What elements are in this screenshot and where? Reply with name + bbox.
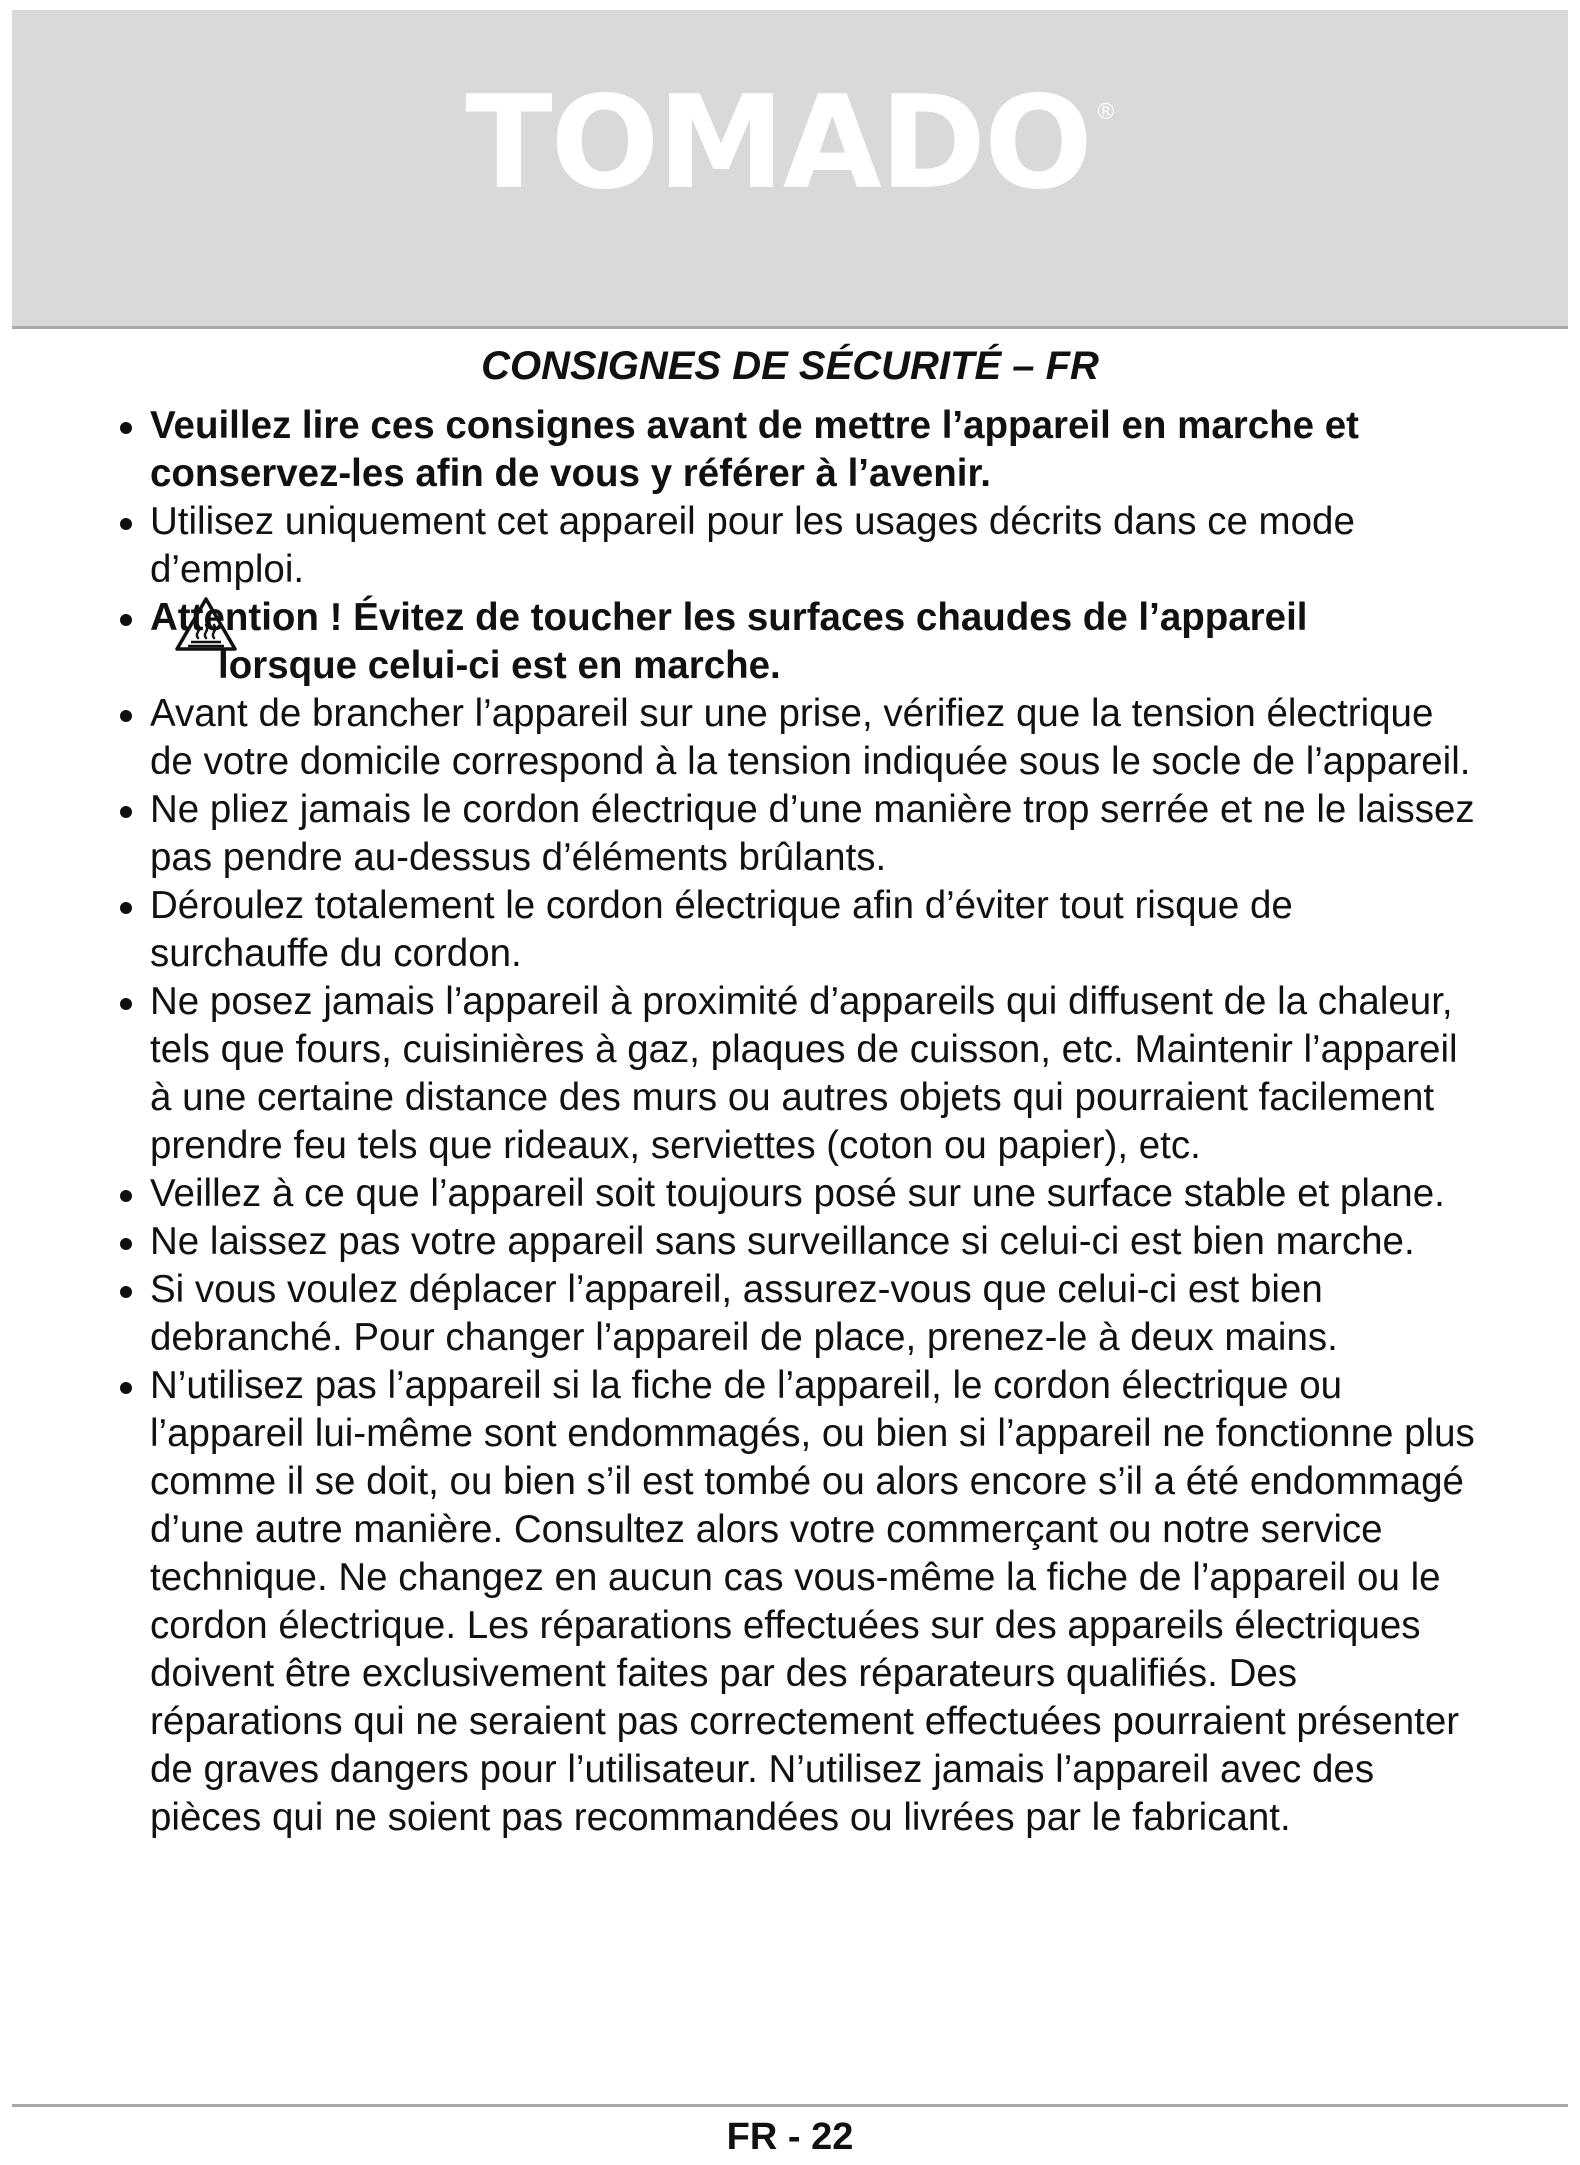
list-item: Veillez à ce que l’appareil soit toujours posé sur une surface stable et plane.	[118, 1170, 1478, 1218]
hot-surface-warning-icon	[174, 596, 238, 652]
list-item-warning	[118, 594, 1478, 690]
list-item: Déroulez totalement le cordon électrique afin d’éviter tout risque de surchauffe du cordon.	[118, 882, 1478, 978]
list-item: Ne pliez jamais le cordon électrique d’une manière trop serrée et ne le laissez pas pendre au-dessus d’éléments brûlants.	[118, 786, 1478, 882]
list-item: Si vous voulez déplacer l’appareil, assurez-vous que celui-ci est bien debranché. Pour changer l’appareil de place, prenez-le à deux mains.	[118, 1266, 1478, 1362]
list-item: N’utilisez pas l’appareil si la fiche de l’appareil, le cordon électrique ou l’appareil lui-même sont endommagés, ou bien si l’appareil ne fonctionne plus comme il se doit, ou bien s’il est tombé ou alors encore s’il a été endommagé d’une autre manière. Consultez alors votre commerçant ou notre service technique. Ne changez en aucun cas vous-même la fiche de l’appareil ou le cordon électrique. Les réparations effectuées sur des appareils électriques doivent être exclusivement faites par des réparateurs qualifiés. Des réparations qui ne seraient pas correctement effectuées pourraient présenter de graves dangers pour l’utilisateur. N’utilisez jamais l’appareil avec des pièces qui ne soient pas recommandées ou livrées par le fabricant.	[118, 1362, 1478, 1842]
page-title: CONSIGNES DE SÉCURITÉ – FR	[481, 344, 1099, 388]
brand-logo	[12, 69, 1568, 218]
registered-mark: ®	[1094, 100, 1115, 125]
list-item: Utilisez uniquement cet appareil pour les usages décrits dans ce mode d’emploi.	[118, 498, 1478, 594]
page-number: FR - 22	[726, 2116, 854, 2158]
warning-line-1: Attention ! Évitez de toucher les surfaces chaudes de l’appareil	[150, 596, 1308, 639]
list-item: Ne laissez pas votre appareil sans surveillance si celui-ci est bien marche.	[118, 1218, 1478, 1266]
header-band	[12, 10, 1568, 329]
list-item: Ne posez jamais l’appareil à proximité d’appareils qui diffusent de la chaleur, tels que fours, cuisinières à gaz, plaques de cuisson, etc. Maintenir l’appareil à une certaine distance des murs ou autres objets qui pourraient facilement prendre feu tels que rideaux, serviettes (coton ou papier), etc.	[118, 978, 1478, 1170]
brand-name: TOMADO	[465, 69, 1091, 218]
list-item: Veuillez lire ces consignes avant de mettre l’appareil en marche et conservez-les afin de vous y référer à l’avenir.	[118, 402, 1478, 498]
warning-line-2: lorsque celui-ci est en marche.	[218, 644, 781, 687]
footer-divider	[12, 2104, 1568, 2107]
list-item: Avant de brancher l’appareil sur une prise, vérifiez que la tension électrique de votre domicile correspond à la tension indiquée sous le socle de l’appareil.	[118, 690, 1478, 786]
safety-list	[118, 402, 1478, 1842]
